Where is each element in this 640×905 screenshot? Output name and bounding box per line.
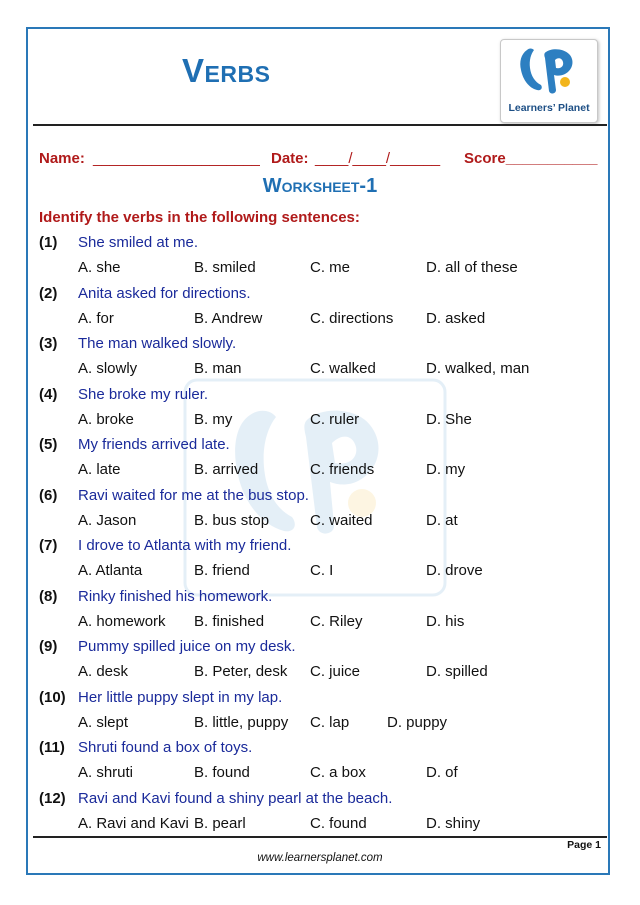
question-number: (9) xyxy=(39,638,58,655)
question-text: The man walked slowly. xyxy=(78,335,237,352)
answer-option[interactable]: B. arrived xyxy=(194,461,259,478)
answer-option[interactable]: B. smiled xyxy=(194,259,256,276)
answer-option[interactable]: B. bus stop xyxy=(194,511,270,529)
question-number: (5) xyxy=(39,436,58,453)
lp-logo-icon xyxy=(501,40,597,102)
answer-option[interactable]: A. homework xyxy=(78,612,166,630)
page-number: Page 1 xyxy=(567,839,601,851)
footer-divider xyxy=(33,836,607,838)
answer-option[interactable]: D. She xyxy=(426,410,472,428)
question-number: (4) xyxy=(39,385,58,403)
answer-option[interactable]: B. man xyxy=(194,360,242,377)
answer-option[interactable]: A. slowly xyxy=(78,360,138,377)
question-text: Anita asked for directions. xyxy=(78,284,251,302)
answer-option[interactable]: C. waited xyxy=(310,511,373,529)
question-text: Ravi and Kavi found a shiny pearl at the beach. xyxy=(78,789,393,807)
answer-option[interactable]: B. found xyxy=(194,764,250,781)
answer-option[interactable]: B. Peter, desk xyxy=(194,663,288,680)
logo-text: Learners’ Planet xyxy=(508,102,590,114)
question-text: Pummy spilled juice on my desk. xyxy=(78,638,296,655)
header-divider xyxy=(33,124,607,126)
answer-option[interactable]: A. shruti xyxy=(78,764,134,781)
question-number: (1) xyxy=(39,234,58,251)
question-text: Rinky finished his homework. xyxy=(78,587,273,605)
answer-option[interactable]: C. directions xyxy=(310,309,394,327)
answer-option[interactable]: C. walked xyxy=(310,360,376,377)
question-text: She smiled at me. xyxy=(78,234,199,251)
worksheet-title: Worksheet-1 xyxy=(262,175,378,197)
question-number: (7) xyxy=(39,537,58,554)
answer-option[interactable]: B. Andrew xyxy=(194,309,263,327)
question-text: Shruti found a box of toys. xyxy=(78,739,253,756)
question-number: (11) xyxy=(39,739,65,756)
answer-option[interactable]: D. walked, man xyxy=(426,360,530,377)
question-number: (2) xyxy=(39,284,58,302)
answer-option[interactable]: C. friends xyxy=(310,461,375,478)
answer-option[interactable]: A. Ravi and Kavi xyxy=(78,814,189,832)
answer-option[interactable]: D. puppy xyxy=(387,713,448,731)
question-number: (6) xyxy=(39,486,58,504)
answer-option[interactable]: A. desk xyxy=(78,663,129,680)
answer-option[interactable]: A. she xyxy=(78,259,121,276)
answer-option[interactable]: B. my xyxy=(194,410,233,428)
answer-option[interactable]: D. my xyxy=(426,461,466,478)
answer-option[interactable]: C. ruler xyxy=(310,410,360,428)
answer-option[interactable]: A. Jason xyxy=(78,511,137,529)
answer-option[interactable]: C. lap xyxy=(310,713,350,731)
answer-option[interactable]: B. pearl xyxy=(194,814,246,832)
name-field: ____________________ xyxy=(93,150,260,167)
answer-option[interactable]: D. his xyxy=(426,612,465,630)
answer-option[interactable]: B. finished xyxy=(194,612,265,630)
answer-option[interactable]: A. slept xyxy=(78,713,129,731)
date-label: Date: xyxy=(271,150,309,167)
question-number: (8) xyxy=(39,587,58,605)
answer-option[interactable]: D. drove xyxy=(426,562,483,579)
score-field: Score___________ xyxy=(464,150,598,167)
question-text: She broke my ruler. xyxy=(78,385,209,403)
answer-option[interactable]: C. me xyxy=(310,259,351,276)
question-number: (3) xyxy=(39,335,58,352)
name-label: Name: xyxy=(39,150,85,167)
question-number: (12) xyxy=(39,789,66,807)
answer-option[interactable]: D. all of these xyxy=(426,259,518,276)
question-text: Her little puppy slept in my lap. xyxy=(78,688,283,706)
answer-option[interactable]: B. friend xyxy=(194,562,250,579)
answer-option[interactable]: C. Riley xyxy=(310,612,363,630)
answer-option[interactable]: A. Atlanta xyxy=(78,562,143,579)
question-number: (10) xyxy=(39,688,66,706)
page-title: Verbs xyxy=(182,52,271,89)
answer-option[interactable]: A. for xyxy=(78,309,114,327)
date-field: ____/____/______ xyxy=(315,150,441,167)
answer-option[interactable]: D. spilled xyxy=(426,663,488,680)
answer-option[interactable]: C. I xyxy=(310,562,334,579)
answer-option[interactable]: C. juice xyxy=(310,663,361,680)
question-text: I drove to Atlanta with my friend. xyxy=(78,537,292,554)
answer-option[interactable]: D. of xyxy=(426,764,458,781)
question-text: My friends arrived late. xyxy=(78,436,230,453)
answer-option[interactable]: B. little, puppy xyxy=(194,713,289,731)
instruction-text: Identify the verbs in the following sentences: xyxy=(39,209,360,226)
answer-option[interactable]: C. found xyxy=(310,814,367,832)
question-text: Ravi waited for me at the bus stop. xyxy=(78,486,309,504)
footer-url: www.learnersplanet.com xyxy=(257,852,383,864)
answer-option[interactable]: D. shiny xyxy=(426,814,481,832)
learners-planet-logo xyxy=(500,39,598,123)
answer-option[interactable]: C. a box xyxy=(310,764,366,781)
answer-option[interactable]: D. asked xyxy=(426,309,486,327)
answer-option[interactable]: A. late xyxy=(78,461,121,478)
answer-option[interactable]: A. broke xyxy=(78,410,134,428)
answer-option[interactable]: D. at xyxy=(426,511,458,529)
